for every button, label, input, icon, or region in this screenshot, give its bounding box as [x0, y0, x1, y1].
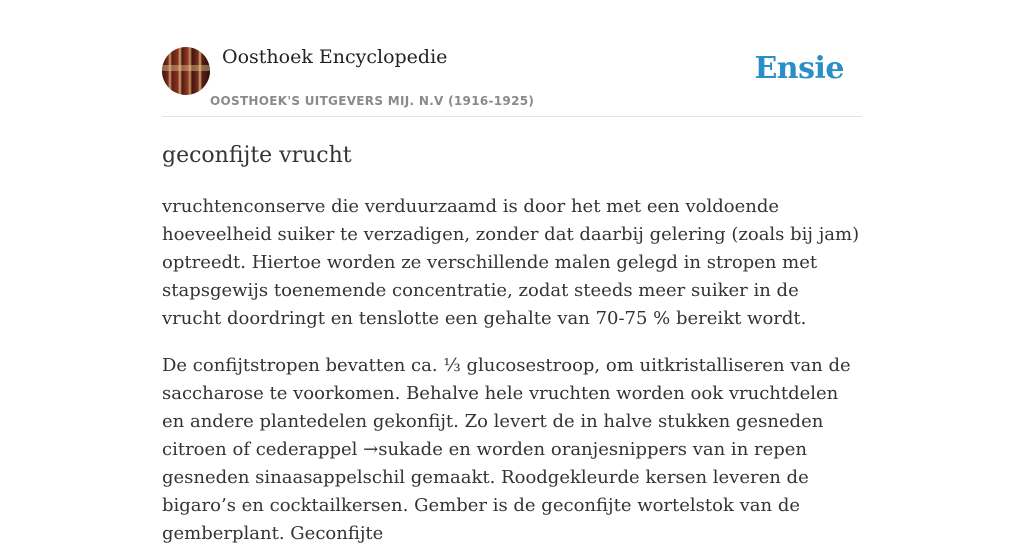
site-name-link[interactable]: Oosthoek Encyclopedie [222, 46, 448, 68]
encyclopedia-books-avatar[interactable] [162, 47, 210, 95]
publisher-label: OOSTHOEK'S UITGEVERS MIJ. N.V (1916-1925) [210, 94, 535, 108]
ensie-logo-link[interactable]: Ensie [754, 51, 844, 86]
article-paragraph-2: De confijtstropen bevatten ca. ⅓ glucosestroop, om uitkristalliseren van de saccharose te voorkomen. Behalve hele vruchten worden ook vruchtdelen en andere plantedelen gekonfijt. Zo levert de in halve stukken gesneden citroen of cederappel →sukade en worden oranjesnippers van in repen gesneden sinaasappelschil gemaakt. Roodgekleurde kersen leveren de bigaro’s en cocktailkersen. Gember is de geconfijte wortelstok van de gemberplant. Geconfijte [162, 355, 851, 544]
article-title: geconfijte vrucht [162, 143, 352, 168]
site-header [162, 0, 862, 117]
page-container [162, 0, 862, 548]
article-paragraph-1: vruchtenconserve die verduurzaamd is door het met een voldoende hoeveelheid suiker te verzadigen, zonder dat daarbij gelering (zoals bij jam) optreedt. Hiertoe worden ze verschillende malen gelegd in stropen met stapsgewijs toenemende concentratie, zodat steeds meer suiker in de vrucht doordringt en tenslotte een gehalte van 70-75 % bereikt wordt. [162, 196, 860, 329]
